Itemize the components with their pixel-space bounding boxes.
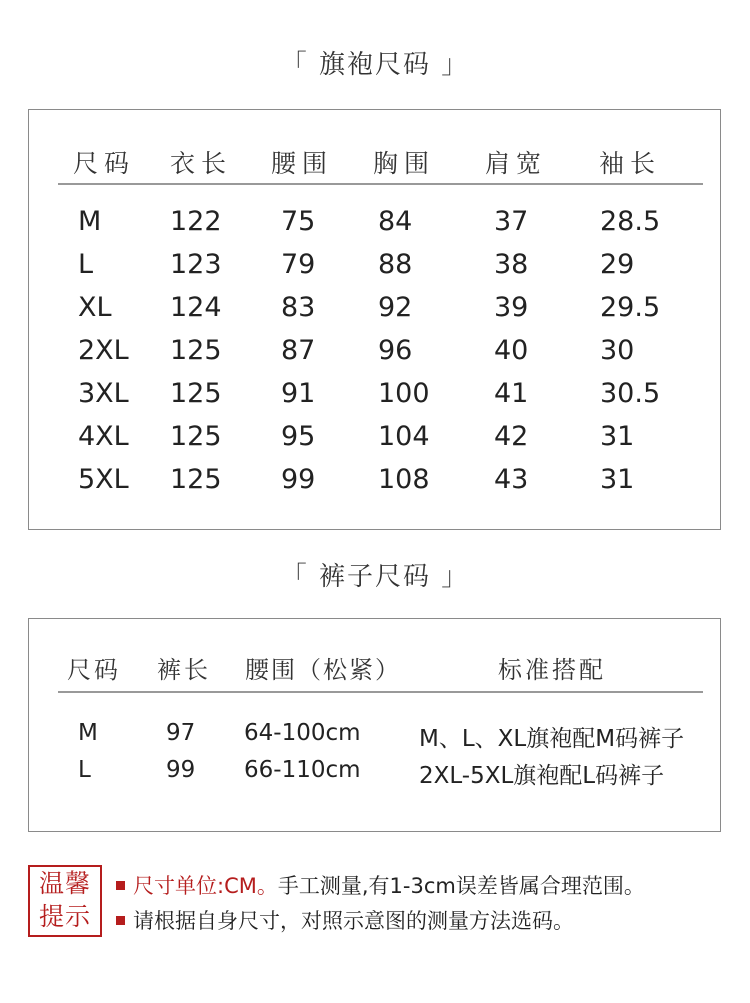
qipao-cell-bust: 108 [378, 464, 430, 495]
pants-cell-matching: 2XL-5XL旗袍配L码裤子 [419, 763, 665, 789]
qipao-size-title: 「 旗袍尺码 」 [280, 50, 470, 80]
qipao-cell-size: M [78, 206, 102, 237]
qipao-header-divider [58, 183, 703, 185]
pants-cell-length: 97 [166, 720, 196, 746]
bullet-square-icon [116, 881, 125, 890]
qipao-cell-length: 123 [170, 249, 222, 280]
qipao-cell-waist: 91 [281, 378, 316, 409]
qipao-header-bust: 胸围 [373, 149, 436, 178]
pants-cell-size: L [78, 757, 91, 783]
qipao-cell-sleeve: 31 [600, 421, 635, 452]
tip-line-1 [116, 870, 645, 900]
qipao-cell-sleeve: 29 [600, 249, 635, 280]
qipao-cell-waist: 95 [281, 421, 316, 452]
qipao-header-waist: 腰围 [271, 149, 334, 178]
qipao-cell-shoulder: 38 [494, 249, 529, 280]
pants-header-divider [58, 691, 703, 693]
stamp-text-line1: 温馨 [38, 869, 91, 898]
qipao-cell-bust: 100 [378, 378, 430, 409]
qipao-cell-size: 5XL [78, 464, 129, 495]
qipao-cell-length: 125 [170, 421, 222, 452]
qipao-cell-bust: 92 [378, 292, 413, 323]
pants-cell-waist: 64-100cm [244, 720, 361, 746]
qipao-cell-shoulder: 43 [494, 464, 529, 495]
qipao-cell-sleeve: 28.5 [600, 206, 661, 237]
qipao-cell-sleeve: 30 [600, 335, 635, 366]
qipao-cell-size: 2XL [78, 335, 129, 366]
pants-header-matching: 标准搭配 [498, 656, 606, 684]
pants-cell-size: M [78, 720, 98, 746]
bullet-square-icon [116, 916, 125, 925]
qipao-cell-waist: 75 [281, 206, 316, 237]
qipao-cell-size: XL [78, 292, 112, 323]
pants-cell-waist: 66-110cm [244, 757, 361, 783]
qipao-cell-shoulder: 37 [494, 206, 529, 237]
tip-unit-text: 尺寸单位:CM。 [133, 874, 278, 898]
qipao-cell-sleeve: 29.5 [600, 292, 661, 323]
qipao-cell-length: 125 [170, 335, 222, 366]
qipao-cell-waist: 79 [281, 249, 316, 280]
qipao-cell-shoulder: 41 [494, 378, 529, 409]
pants-header-length: 裤长 [157, 656, 211, 684]
qipao-header-shoulder: 肩宽 [485, 149, 548, 178]
qipao-header-size: 尺码 [73, 149, 136, 178]
pants-size-title: 「 裤子尺码 」 [280, 562, 470, 592]
pants-cell-matching: M、L、XL旗袍配M码裤子 [419, 726, 685, 752]
qipao-cell-shoulder: 39 [494, 292, 529, 323]
tip-choose-text: 请根据自身尺寸，对照示意图的测量方法选码。 [133, 909, 574, 933]
qipao-cell-bust: 104 [378, 421, 430, 452]
qipao-cell-shoulder: 40 [494, 335, 529, 366]
tip-line-2 [116, 905, 574, 935]
qipao-cell-sleeve: 30.5 [600, 378, 661, 409]
pants-cell-length: 99 [166, 757, 196, 783]
qipao-cell-waist: 83 [281, 292, 316, 323]
pants-header-waist: 腰围（松紧） [245, 656, 401, 684]
qipao-cell-size: 4XL [78, 421, 129, 452]
qipao-cell-length: 122 [170, 206, 222, 237]
qipao-cell-length: 124 [170, 292, 222, 323]
qipao-cell-waist: 87 [281, 335, 316, 366]
pants-header-size: 尺码 [67, 656, 121, 684]
qipao-header-length: 衣长 [170, 149, 233, 178]
qipao-cell-bust: 84 [378, 206, 413, 237]
qipao-cell-waist: 99 [281, 464, 316, 495]
qipao-cell-length: 125 [170, 378, 222, 409]
stamp-text-line2: 提示 [38, 902, 91, 931]
tip-measure-text: 手工测量,有1-3cm误差皆属合理范围。 [277, 874, 645, 898]
qipao-header-sleeve: 袖长 [599, 149, 662, 178]
qipao-cell-shoulder: 42 [494, 421, 529, 452]
qipao-cell-size: 3XL [78, 378, 129, 409]
qipao-cell-bust: 88 [378, 249, 413, 280]
warm-tip-stamp [28, 865, 102, 937]
qipao-cell-bust: 96 [378, 335, 413, 366]
qipao-cell-sleeve: 31 [600, 464, 635, 495]
qipao-cell-size: L [78, 249, 94, 280]
qipao-cell-length: 125 [170, 464, 222, 495]
